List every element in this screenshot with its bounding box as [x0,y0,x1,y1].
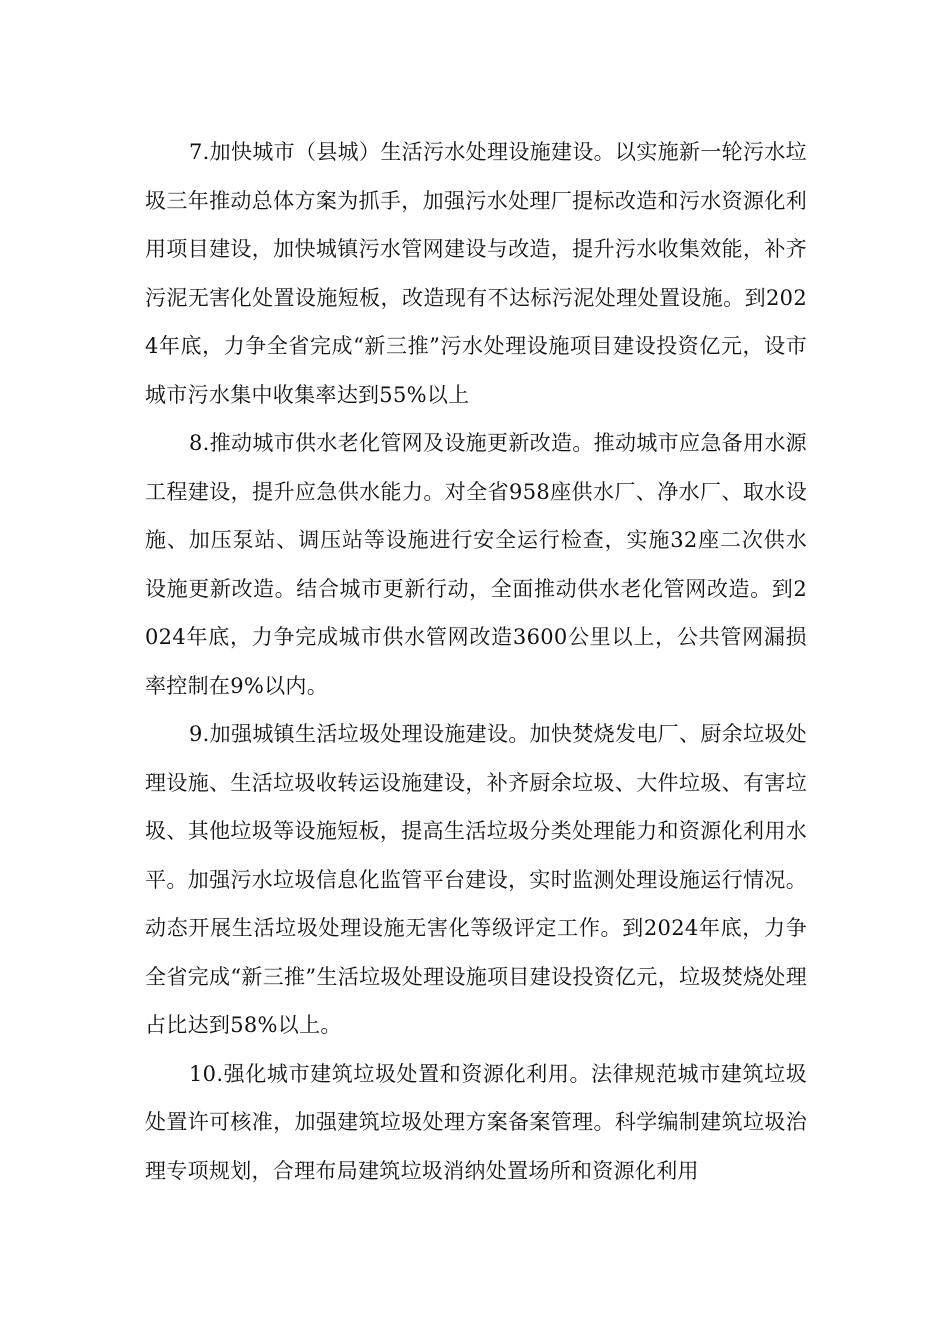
paragraph-item-8: 8.推动城市供水老化管网及设施更新改造。推动城市应急备用水源工程建设，提升应急供水能力。对全省958座供水厂、净水厂、取水设施、加压泵站、调压站等设施进行安全运行检查，实施32座二次供水设施更新改造。结合城市更新行动，全面推动供水老化管网改造。到2024年底，力争完成城市供水管网改造3600公里以上，公共管网漏损率控制在9%以内。 [145,431,807,698]
paragraph-item-9: 9.加强城镇生活垃圾处理设施建设。加快焚烧发电厂、厨余垃圾处理设施、生活垃圾收转运设施建设，补齐厨余垃圾、大件垃圾、有害垃圾、其他垃圾等设施短板，提高生活垃圾分类处理能力和资源化利用水平。加强污水垃圾信息化监管平台建设，实时监测处理设施运行情况。动态开展生活垃圾处理设施无害化等级评定工作。到2024年底，力争全省完成“新三推”生活垃圾处理设施项目建设投资亿元，垃圾焚烧处理占比达到58%以上。 [145,722,807,1037]
document-body [145,128,807,1195]
paragraph-item-7: 7.加快城市（县城）生活污水处理设施建设。以实施新一轮污水垃圾三年推动总体方案为抓手，加强污水处理厂提标改造和污水资源化利用项目建设，加快城镇污水管网建设与改造，提升污水收集效能，补齐污泥无害化处置设施短板，改造现有不达标污泥处理处置设施。到2024年底，力争全省完成“新三推”污水处理设施项目建设投资亿元，设市城市污水集中收集率达到55%以上 [145,140,807,407]
paragraph-item-10: 10.强化城市建筑垃圾处置和资源化利用。法律规范城市建筑垃圾处置许可核准，加强建筑垃圾处理方案备案管理。科学编制建筑垃圾治理专项规划，合理布局建筑垃圾消纳处置场所和资源化利用 [145,1061,807,1183]
